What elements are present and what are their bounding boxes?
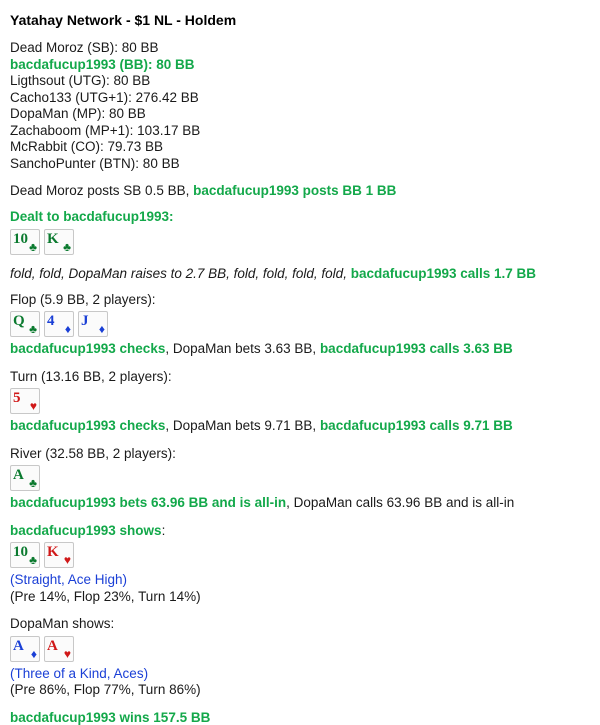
villain-hand-description: (Three of a Kind, Aces) [10, 665, 149, 681]
hero-shows-name: bacdafucup1993 shows [10, 522, 162, 538]
club-icon: ♣ [29, 239, 37, 254]
villain-showdown-section [10, 616, 590, 699]
list-item-hero: bacdafucup1993 (BB): 80 BB [10, 56, 195, 72]
heart-icon: ♥ [63, 646, 71, 661]
turn-villain-bet: , DopaMan bets 9.71 BB, [165, 418, 320, 433]
flop-action-line [10, 341, 590, 358]
list-item: Zachaboom (MP+1): 103.17 BB [10, 122, 201, 138]
flop-cards [10, 311, 590, 337]
playing-card [44, 311, 74, 337]
preflop-hero-action: bacdafucup1993 calls 1.7 BB [350, 265, 537, 281]
club-icon: ♣ [29, 476, 37, 490]
page-title: Yatahay Network - $1 NL - Holdem [10, 12, 237, 28]
preflop-folds-text: fold, fold, DopaMan raises to 2.7 BB, fold, fold, fold, fold, [10, 265, 351, 281]
dealt-label: Dealt to bacdafucup1993: [10, 209, 174, 224]
hero-hole-cards [10, 229, 590, 255]
preflop-actions [10, 266, 590, 281]
list-item: Dead Moroz (SB): 80 BB [10, 40, 159, 55]
flop-header: Flop (5.9 BB, 2 players): [10, 291, 156, 307]
playing-card [44, 229, 74, 255]
list-item: Cacho133 (UTG+1): 276.42 BB [10, 89, 199, 105]
stacks-list [10, 40, 590, 172]
bb-post-text: bacdafucup1993 posts BB 1 BB [193, 183, 397, 198]
hero-showdown-section [10, 523, 590, 606]
river-villain-call: , DopaMan calls 63.96 BB and is all-in [286, 495, 515, 510]
playing-card [10, 229, 40, 255]
card-rank: Q [13, 313, 25, 329]
list-item: Ligthsout (UTG): 80 BB [10, 73, 151, 88]
list-item: McRabbit (CO): 79.73 BB [10, 139, 164, 154]
villain-equity-line: (Pre 86%, Flop 77%, Turn 86%) [10, 682, 201, 697]
flop-hero-call: bacdafucup1993 calls 3.63 BB [319, 341, 513, 356]
card-rank: K [47, 230, 59, 247]
card-rank: A [13, 467, 24, 483]
river-header: River (32.58 BB, 2 players): [10, 445, 176, 461]
sb-post-text: Dead Moroz posts SB 0.5 BB, [10, 183, 194, 198]
playing-card [78, 311, 108, 337]
winner-text: bacdafucup1993 wins 157.5 BB [10, 709, 211, 725]
card-rank: J [81, 313, 89, 329]
hero-equity-line: (Pre 14%, Flop 23%, Turn 14%) [10, 588, 201, 604]
playing-card [44, 636, 74, 662]
turn-action-line [10, 418, 590, 435]
diamond-icon: ♦ [30, 646, 37, 661]
villain-shows-label: DopaMan shows: [10, 616, 115, 631]
river-cards [10, 465, 590, 491]
card-rank: A [13, 637, 24, 654]
club-icon: ♣ [63, 239, 71, 254]
playing-card [10, 311, 40, 337]
hero-shows-colon: : [161, 522, 166, 538]
card-rank: K [47, 544, 59, 560]
card-rank: A [47, 637, 58, 654]
playing-card [44, 542, 74, 568]
list-item: SanchoPunter (BTN): 80 BB [10, 155, 180, 171]
turn-cards [10, 388, 590, 414]
hero-hand-description: (Straight, Ace High) [10, 572, 128, 587]
flop-villain-bet: , DopaMan bets 3.63 BB, [165, 341, 320, 356]
flop-hero-check: bacdafucup1993 checks [10, 341, 166, 356]
hero-shown-cards [10, 542, 590, 568]
heart-icon: ♥ [29, 399, 37, 413]
club-icon: ♣ [29, 322, 37, 336]
list-item: DopaMan (MP): 80 BB [10, 106, 146, 121]
turn-section [10, 369, 590, 435]
turn-hero-call: bacdafucup1993 calls 9.71 BB [319, 418, 513, 433]
villain-shown-cards [10, 636, 590, 662]
river-hero-bet: bacdafucup1993 bets 63.96 BB and is all-in [10, 495, 287, 510]
playing-card [10, 465, 40, 491]
flop-section [10, 292, 590, 358]
card-rank: 10 [13, 544, 28, 560]
playing-card [10, 542, 40, 568]
club-icon: ♣ [29, 553, 37, 567]
heart-icon: ♥ [63, 553, 71, 567]
river-action-line [10, 495, 590, 512]
card-rank: 10 [13, 230, 28, 247]
river-section [10, 446, 590, 512]
blinds-line [10, 183, 590, 198]
hero-shows-label [10, 523, 590, 540]
playing-card [10, 636, 40, 662]
diamond-icon: ♦ [64, 322, 71, 336]
dealt-section [10, 209, 590, 255]
turn-hero-check: bacdafucup1993 checks [10, 418, 166, 433]
turn-header: Turn (13.16 BB, 2 players): [10, 368, 172, 384]
card-rank: 5 [13, 390, 21, 406]
result-line [10, 710, 590, 725]
playing-card [10, 388, 40, 414]
card-rank: 4 [47, 313, 55, 329]
diamond-icon: ♦ [98, 322, 105, 336]
